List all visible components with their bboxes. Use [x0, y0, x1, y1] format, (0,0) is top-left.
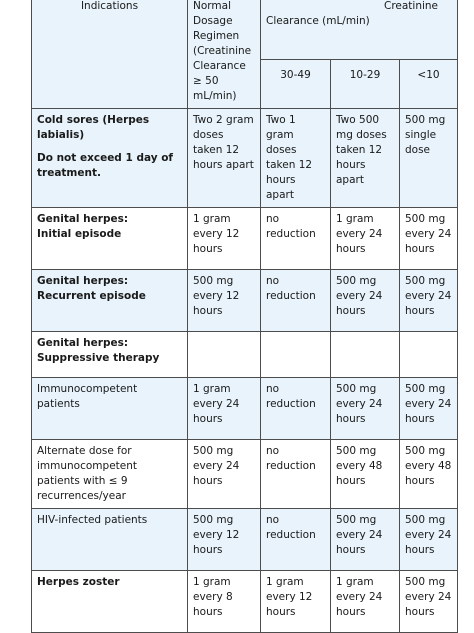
header-creatinine-clearance [261, 0, 458, 59]
dose-10-29-cell: 1 gram every 24 hours [331, 571, 400, 633]
normal-dose-cell: 1 gram every 24 hours [188, 378, 261, 440]
normal-dose-cell: 1 gram every 8 hours [188, 571, 261, 633]
dose-10-29-cell: 1 gram every 24 hours [331, 208, 400, 270]
header-clearance: Clearance (mL/min) [266, 15, 370, 27]
dose-10-29-cell: 500 mg every 48 hours [331, 440, 400, 509]
dose-30-49-cell [261, 332, 331, 378]
dosage-table [31, 0, 458, 633]
header-col-lt10: <10 [400, 59, 458, 108]
table-row [32, 378, 458, 440]
dose-30-49-cell: no reduction [261, 509, 331, 571]
normal-dose-cell: 500 mg every 24 hours [188, 440, 261, 509]
dose-30-49-cell: no reduction [261, 378, 331, 440]
dose-30-49-cell: 1 gram every 12 hours [261, 571, 331, 633]
header-col-30-49: 30-49 [261, 59, 331, 108]
dose-lt10-cell: 500 mg every 24 hours [400, 208, 458, 270]
dose-30-49-cell: Two 1 gram doses taken 12 hours apart [261, 109, 331, 208]
indication-cell: Herpes zoster [32, 571, 188, 633]
normal-dose-cell: 500 mg every 12 hours [188, 270, 261, 332]
header-row [32, 0, 458, 59]
table-row [32, 509, 458, 571]
dose-10-29-cell: Two 500 mg doses taken 12 hours apart [331, 109, 400, 208]
indication-label: Genital herpes: [37, 213, 129, 225]
dose-30-49-cell: no reduction [261, 270, 331, 332]
indication-label: Cold sores (Herpes labialis) [37, 114, 150, 141]
table-row [32, 208, 458, 270]
indication-cell [32, 332, 188, 378]
dose-10-29-cell: 500 mg every 24 hours [331, 270, 400, 332]
header-creatinine: Creatinine [383, 0, 439, 12]
normal-dose-cell [188, 332, 261, 378]
indication-cell: Immunocompetent patients [32, 378, 188, 440]
indication-cell [32, 208, 188, 270]
table-row [32, 270, 458, 332]
indication-note: Do not exceed 1 day of treatment. [37, 152, 174, 179]
dose-lt10-cell: 500 mg every 24 hours [400, 378, 458, 440]
header-indications: Indications [32, 0, 188, 109]
dose-lt10-cell: 500 mg every 24 hours [400, 509, 458, 571]
dose-lt10-cell: 500 mg single dose [400, 109, 458, 208]
table-row [32, 440, 458, 509]
header-normal-dosage: Normal Dosage Regimen (Creatinine Clearance ≥ 50 mL/min) [188, 0, 261, 109]
indication-note: Suppressive therapy [37, 352, 160, 364]
indication-label: Genital herpes: [37, 337, 129, 349]
dose-30-49-cell: no reduction [261, 208, 331, 270]
table-row [32, 332, 458, 378]
table-row [32, 109, 458, 208]
dose-lt10-cell [400, 332, 458, 378]
dose-10-29-cell: 500 mg every 24 hours [331, 509, 400, 571]
header-col-10-29: 10-29 [331, 59, 400, 108]
dose-lt10-cell: 500 mg every 24 hours [400, 270, 458, 332]
table-row [32, 571, 458, 633]
indication-label: Genital herpes: [37, 275, 129, 287]
indication-note: Recurrent episode [37, 290, 146, 302]
dose-10-29-cell [331, 332, 400, 378]
indication-cell: HIV-infected patients [32, 509, 188, 571]
dose-lt10-cell: 500 mg every 24 hours [400, 571, 458, 633]
dose-30-49-cell: no reduction [261, 440, 331, 509]
indication-cell [32, 270, 188, 332]
indication-cell: Alternate dose for immunocompetent patients with ≤ 9 recurrences/year [32, 440, 188, 509]
normal-dose-cell: 500 mg every 12 hours [188, 509, 261, 571]
normal-dose-cell: Two 2 gram doses taken 12 hours apart [188, 109, 261, 208]
indication-cell [32, 109, 188, 208]
indication-note: Initial episode [37, 228, 122, 240]
dose-lt10-cell: 500 mg every 48 hours [400, 440, 458, 509]
normal-dose-cell: 1 gram every 12 hours [188, 208, 261, 270]
dose-10-29-cell: 500 mg every 24 hours [331, 378, 400, 440]
